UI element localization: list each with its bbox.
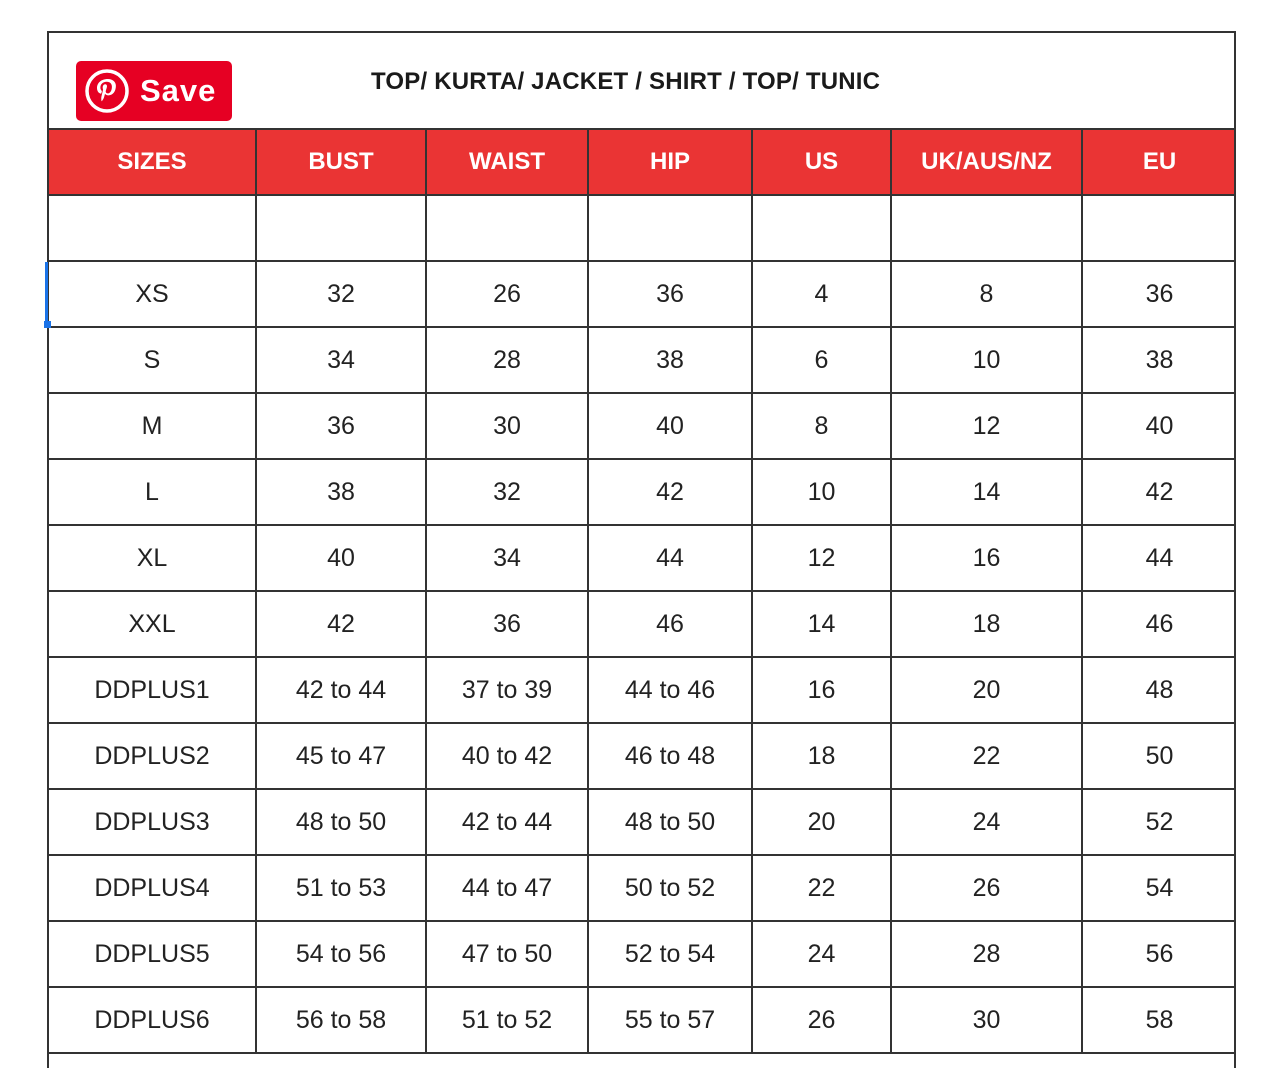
size-label-cell: DDPLUS4 (48, 855, 256, 921)
empty-cell (588, 195, 752, 261)
measurement-cell: 54 (1082, 855, 1236, 921)
measurement-cell: 52 (1082, 789, 1236, 855)
measurement-cell: 12 (752, 525, 891, 591)
measurement-cell: 38 (1082, 327, 1236, 393)
column-header: SIZES (48, 129, 256, 195)
table-row (48, 987, 1236, 1053)
measurement-cell: 26 (426, 261, 588, 327)
measurement-cell: 22 (891, 723, 1082, 789)
size-label-cell: DDPLUS6 (48, 987, 256, 1053)
table-row (48, 921, 1236, 987)
blank-row (48, 195, 1236, 261)
measurement-cell: 56 to 58 (256, 987, 426, 1053)
table-row (48, 723, 1236, 789)
measurement-cell: 46 (588, 591, 752, 657)
column-header: BUST (256, 129, 426, 195)
measurement-cell: 28 (891, 921, 1082, 987)
measurement-cell: 34 (256, 327, 426, 393)
measurement-cell: 14 (891, 459, 1082, 525)
measurement-cell: 51 to 53 (256, 855, 426, 921)
measurement-cell: 48 to 50 (588, 789, 752, 855)
save-label: Save (140, 73, 217, 108)
pinterest-icon (84, 68, 130, 114)
size-table (47, 128, 1236, 1054)
empty-cell (426, 195, 588, 261)
table-row (48, 657, 1236, 723)
measurement-cell: 52 to 54 (588, 921, 752, 987)
measurement-cell: 36 (426, 591, 588, 657)
table-row (48, 459, 1236, 525)
measurement-cell: 54 to 56 (256, 921, 426, 987)
measurement-cell: 18 (752, 723, 891, 789)
measurement-cell: 50 (1082, 723, 1236, 789)
measurement-cell: 58 (1082, 987, 1236, 1053)
measurement-cell: 8 (752, 393, 891, 459)
measurement-cell: 30 (891, 987, 1082, 1053)
column-header: HIP (588, 129, 752, 195)
measurement-cell: 37 to 39 (426, 657, 588, 723)
table-row (48, 393, 1236, 459)
measurement-cell: 36 (588, 261, 752, 327)
measurement-cell: 44 to 47 (426, 855, 588, 921)
measurement-cell: 20 (891, 657, 1082, 723)
measurement-cell: 40 (588, 393, 752, 459)
size-chart (47, 31, 1236, 1068)
measurement-cell: 40 to 42 (426, 723, 588, 789)
column-header: US (752, 129, 891, 195)
measurement-cell: 18 (891, 591, 1082, 657)
measurement-cell: 44 to 46 (588, 657, 752, 723)
size-label-cell: XXL (48, 591, 256, 657)
size-label-cell: DDPLUS2 (48, 723, 256, 789)
measurement-cell: 10 (752, 459, 891, 525)
empty-cell (891, 195, 1082, 261)
measurement-cell: 6 (752, 327, 891, 393)
measurement-cell: 34 (426, 525, 588, 591)
measurement-cell: 48 (1082, 657, 1236, 723)
header-row (48, 129, 1236, 195)
measurement-cell: 50 to 52 (588, 855, 752, 921)
measurement-cell: 10 (891, 327, 1082, 393)
measurement-cell: 14 (752, 591, 891, 657)
size-label-cell: XL (48, 525, 256, 591)
measurement-cell: 24 (891, 789, 1082, 855)
table-row (48, 789, 1236, 855)
measurement-cell: 44 (588, 525, 752, 591)
measurement-cell: 40 (256, 525, 426, 591)
measurement-cell: 28 (426, 327, 588, 393)
measurement-cell: 45 to 47 (256, 723, 426, 789)
title-row (49, 33, 1234, 128)
measurement-cell: 42 (256, 591, 426, 657)
table-row (48, 327, 1236, 393)
measurement-cell: 46 (1082, 591, 1236, 657)
measurement-cell: 4 (752, 261, 891, 327)
chart-title: TOP/ KURTA/ JACKET / SHIRT / TOP/ TUNIC (371, 68, 881, 95)
measurement-cell: 26 (891, 855, 1082, 921)
column-header: UK/AUS/NZ (891, 129, 1082, 195)
measurement-cell: 38 (256, 459, 426, 525)
measurement-cell: 12 (891, 393, 1082, 459)
pinterest-save-button[interactable] (76, 61, 232, 121)
measurement-cell: 24 (752, 921, 891, 987)
measurement-cell: 38 (588, 327, 752, 393)
measurement-cell: 26 (752, 987, 891, 1053)
column-header: EU (1082, 129, 1236, 195)
measurement-cell: 42 to 44 (256, 657, 426, 723)
measurement-cell: 16 (752, 657, 891, 723)
empty-cell (256, 195, 426, 261)
measurement-cell: 47 to 50 (426, 921, 588, 987)
column-header: WAIST (426, 129, 588, 195)
measurement-cell: 16 (891, 525, 1082, 591)
measurement-cell: 36 (1082, 261, 1236, 327)
cell-selection-handle[interactable] (44, 321, 51, 328)
empty-cell (752, 195, 891, 261)
measurement-cell: 30 (426, 393, 588, 459)
table-row (48, 261, 1236, 327)
measurement-cell: 22 (752, 855, 891, 921)
empty-cell (1082, 195, 1236, 261)
measurement-cell: 32 (426, 459, 588, 525)
measurement-cell: 40 (1082, 393, 1236, 459)
measurement-cell: 46 to 48 (588, 723, 752, 789)
measurement-cell: 56 (1082, 921, 1236, 987)
measurement-cell: 48 to 50 (256, 789, 426, 855)
size-label-cell: M (48, 393, 256, 459)
table-row (48, 525, 1236, 591)
size-label-cell: DDPLUS3 (48, 789, 256, 855)
size-label-cell: S (48, 327, 256, 393)
measurement-cell: 51 to 52 (426, 987, 588, 1053)
measurement-cell: 42 to 44 (426, 789, 588, 855)
size-label-cell: DDPLUS5 (48, 921, 256, 987)
measurement-cell: 32 (256, 261, 426, 327)
empty-cell (48, 195, 256, 261)
measurement-cell: 8 (891, 261, 1082, 327)
size-label-cell: L (48, 459, 256, 525)
measurement-cell: 42 (588, 459, 752, 525)
table-row (48, 591, 1236, 657)
table-row (48, 855, 1236, 921)
size-label-cell: XS (48, 261, 256, 327)
size-label-cell: DDPLUS1 (48, 657, 256, 723)
measurement-cell: 36 (256, 393, 426, 459)
cell-selection-marker (45, 262, 48, 324)
measurement-cell: 55 to 57 (588, 987, 752, 1053)
measurement-cell: 42 (1082, 459, 1236, 525)
measurement-cell: 44 (1082, 525, 1236, 591)
measurement-cell: 20 (752, 789, 891, 855)
